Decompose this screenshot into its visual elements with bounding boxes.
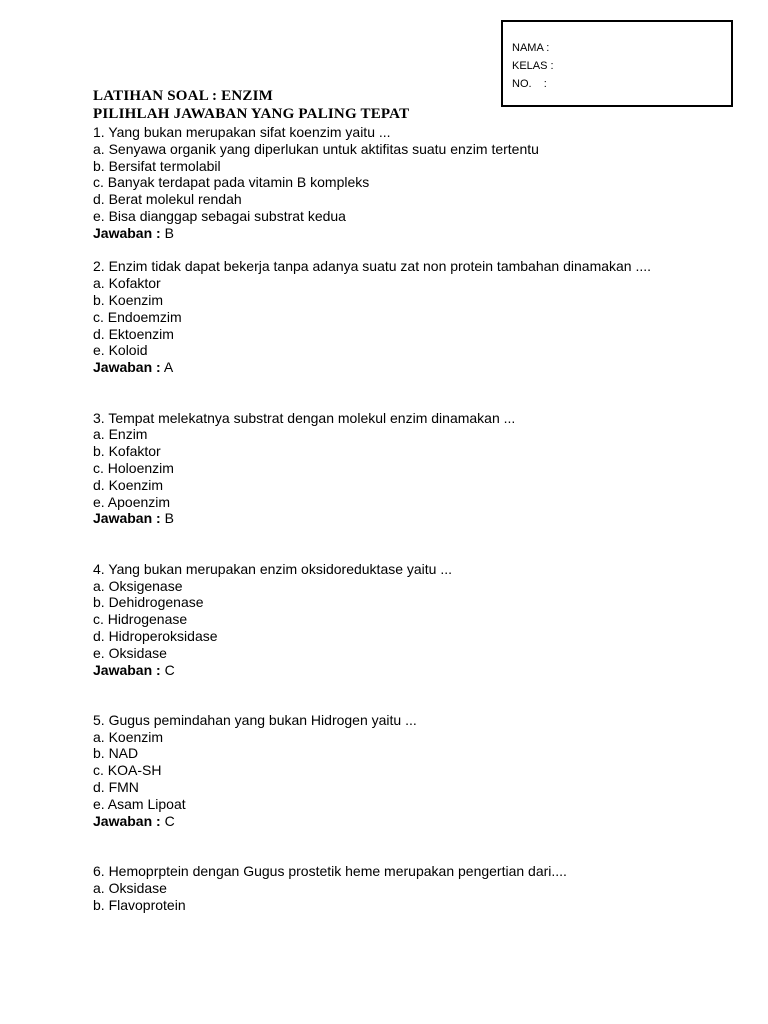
- answer-label: Jawaban :: [93, 224, 161, 241]
- option-d: d. Ektoenzim: [93, 325, 174, 342]
- answer-line: [93, 813, 733, 830]
- spacer: [93, 829, 733, 863]
- answer-value: C: [160, 661, 175, 678]
- option-a: a. Kofaktor: [93, 275, 161, 292]
- spacer: [93, 242, 733, 259]
- spacer: [93, 678, 733, 712]
- answer-label: Jawaban :: [93, 510, 161, 527]
- option-a: a. Senyawa organik yang diperlukan untuk aktifitas suatu enzim tertentu: [93, 140, 539, 157]
- question-2: [93, 258, 733, 376]
- option-a: a. Koenzim: [93, 728, 164, 745]
- option-a: a. Oksidase: [93, 879, 167, 896]
- question-3: [93, 410, 733, 528]
- option-b: b. Dehidrogenase: [93, 594, 204, 611]
- document-title: LATIHAN SOAL : ENZIM: [93, 88, 274, 104]
- answer-value: C: [160, 812, 175, 829]
- question-text: 3. Tempat melekatnya substrat dengan molekul enzim dinamakan ...: [93, 409, 516, 426]
- option-e: e. Asam Lipoat: [93, 795, 186, 812]
- option-c: c. Banyak terdapat pada vitamin B kompleks: [93, 174, 370, 191]
- answer-value: B: [160, 224, 174, 241]
- answer-value: A: [160, 359, 174, 376]
- option-b: b. Koenzim: [93, 291, 164, 308]
- answer-line: [93, 510, 733, 527]
- option-c: c. Hidrogenase: [93, 611, 188, 628]
- option-a: a. Oksigenase: [93, 577, 183, 594]
- answer-label: Jawaban :: [93, 359, 161, 376]
- kelas-label: KELAS :: [512, 60, 554, 72]
- question-text: 4. Yang bukan merupakan enzim oksidoreduktase yaitu ...: [93, 560, 453, 577]
- question-text: 5. Gugus pemindahan yang bukan Hidrogen yaitu ...: [93, 711, 417, 728]
- option-e: e. Bisa dianggap sebagai substrat kedua: [93, 207, 346, 224]
- option-b: b. Kofaktor: [93, 443, 161, 460]
- question-text: 2. Enzim tidak dapat bekerja tanpa adanya suatu zat non protein tambahan dinamakan ....: [93, 258, 652, 275]
- question-5: [93, 712, 733, 830]
- answer-label: Jawaban :: [93, 661, 161, 678]
- option-c: c. Holoenzim: [93, 459, 174, 476]
- option-a: a. Enzim: [93, 426, 148, 443]
- question-list: [93, 124, 733, 913]
- document-header: [93, 87, 409, 123]
- answer-line: [93, 225, 733, 242]
- option-c: c. KOA-SH: [93, 762, 162, 779]
- option-d: d. Koenzim: [93, 476, 164, 493]
- question-text: 6. Hemoprptein dengan Gugus prostetik heme merupakan pengertian dari....: [93, 863, 567, 880]
- option-b: b. Bersifat termolabil: [93, 157, 221, 174]
- nama-label: NAMA :: [512, 42, 550, 54]
- document-instruction: PILIHLAH JAWABAN YANG PALING TEPAT: [93, 106, 410, 122]
- no-label: NO. :: [512, 78, 547, 90]
- answer-line: [93, 359, 733, 376]
- option-e: e. Oksidase: [93, 644, 167, 661]
- question-1: [93, 124, 733, 242]
- option-b: b. NAD: [93, 745, 139, 762]
- option-c: c. Endoemzim: [93, 308, 182, 325]
- spacer: [93, 376, 733, 410]
- question-6: [93, 863, 733, 913]
- question-4: [93, 561, 733, 679]
- spacer: [93, 527, 733, 561]
- option-e: e. Koloid: [93, 342, 148, 359]
- option-e: e. Apoenzim: [93, 493, 171, 510]
- option-d: d. Berat molekul rendah: [93, 191, 242, 208]
- answer-label: Jawaban :: [93, 812, 161, 829]
- answer-value: B: [160, 510, 174, 527]
- answer-line: [93, 662, 733, 679]
- question-text: 1. Yang bukan merupakan sifat koenzim yaitu ...: [93, 124, 391, 140]
- identity-box: [501, 20, 733, 107]
- option-d: d. FMN: [93, 779, 139, 796]
- option-d: d. Hidroperoksidase: [93, 627, 218, 644]
- option-b: b. Flavoprotein: [93, 896, 186, 913]
